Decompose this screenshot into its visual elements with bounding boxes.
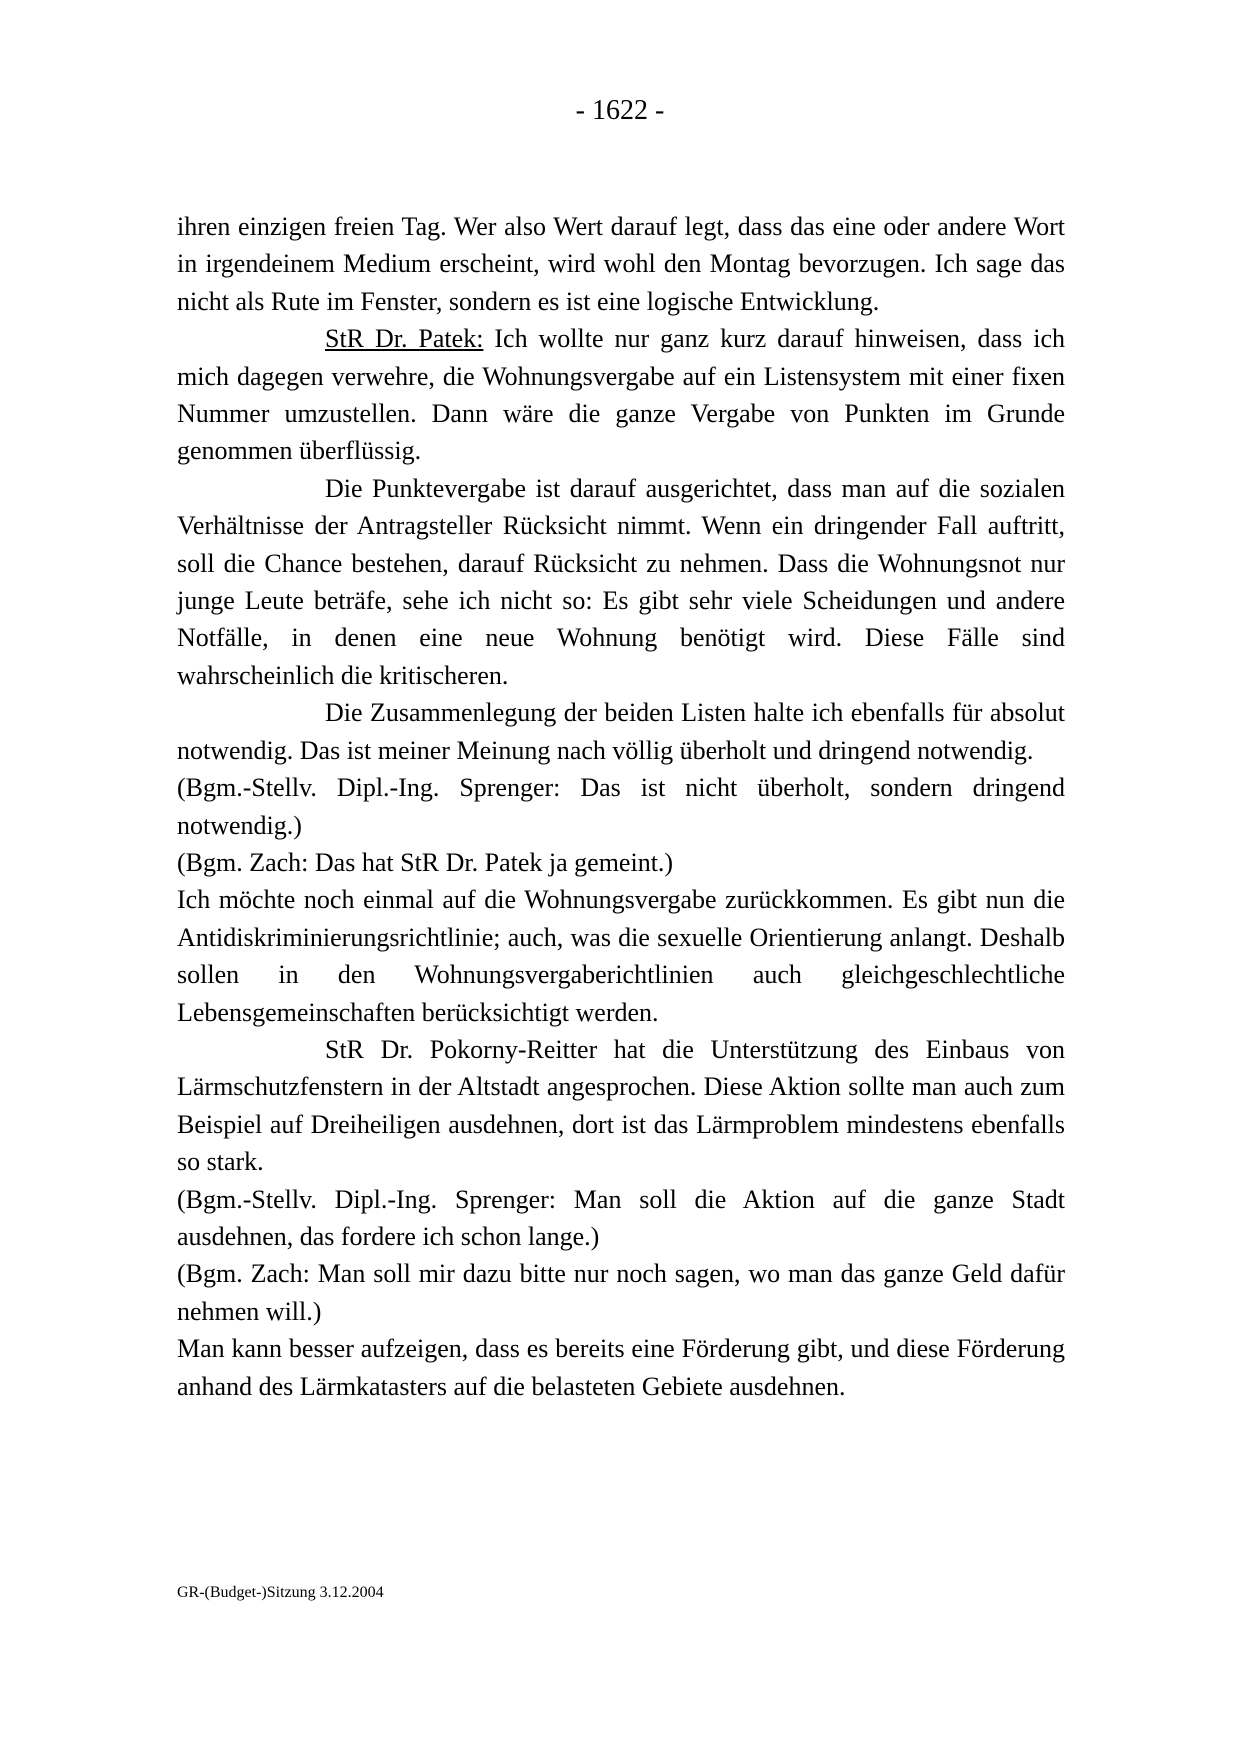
body-text bbox=[177, 208, 1065, 1405]
paragraph-11: Man kann besser aufzeigen, dass es bereits eine Förderung gibt, und diese Förderung anhand des Lärmkatasters auf die belasteten Gebiete ausdehnen. bbox=[177, 1334, 1065, 1401]
paragraph-4: Die Zusammenlegung der beiden Listen halte ich ebenfalls für absolut notwendig. Das ist meiner Meinung nach völlig überholt und dringend notwendig. bbox=[177, 698, 1065, 765]
paragraph-7: Ich möchte noch einmal auf die Wohnungsvergabe zurückkommen. Es gibt nun die Antidiskriminierungsrichtlinie; auch, was die sexuelle Orientierung anlangt. Deshalb sollen in den Wohnungsvergaberichtlinien auch gleichgeschlechtliche Lebensgemeinschaften berücksichtigt werden. bbox=[177, 885, 1065, 1027]
page-number: - 1622 - bbox=[575, 95, 665, 126]
paragraph-2 bbox=[177, 320, 1065, 470]
footer: GR-(Budget-)Sitzung 3.12.2004 bbox=[177, 1584, 384, 1601]
speaker-name: StR Dr. Patek: bbox=[325, 324, 484, 354]
interjection-2: (Bgm. Zach: Das hat StR Dr. Patek ja gemeint.) bbox=[177, 847, 674, 877]
paragraph-1: ihren einzigen freien Tag. Wer also Wert darauf legt, dass das eine oder andere Wort in irgendeinem Medium erscheint, wird wohl den Montag bevorzugen. Ich sage das nicht als Rute im Fenster, sondern es ist eine logische Entwicklung. bbox=[177, 212, 1065, 316]
interjection-3: (Bgm.-Stellv. Dipl.-Ing. Sprenger: Man soll die Aktion auf die ganze Stadt ausdehnen, das fordere ich schon lange.) bbox=[177, 1184, 1065, 1251]
interjection-1: (Bgm.-Stellv. Dipl.-Ing. Sprenger: Das ist nicht überholt, sondern dringend notwendig.) bbox=[177, 773, 1065, 840]
interjection-4: (Bgm. Zach: Man soll mir dazu bitte nur noch sagen, wo man das ganze Geld dafür nehmen will.) bbox=[177, 1259, 1065, 1326]
paragraph-2-text: Ich wollte nur ganz kurz darauf hinweisen, dass ich mich dagegen verwehre, die Wohnungsvergabe auf ein Listensystem mit einer fixen Nummer umzustellen. Dann wäre die ganze Vergabe von Punkten im Grunde genommen überflüssig. bbox=[177, 324, 1065, 466]
paragraph-3: Die Punktevergabe ist darauf ausgerichtet, dass man auf die sozialen Verhältnisse der Antragsteller Rücksicht nimmt. Wenn ein dringender Fall auftritt, soll die Chance bestehen, darauf Rücksicht zu nehmen. Dass die Wohnungsnot nur junge Leute beträfe, sehe ich nicht so: Es gibt sehr viele Scheidungen und andere Notfälle, in denen eine neue Wohnung benötigt wird. Diese Fälle sind wahrscheinlich die kritischeren. bbox=[177, 473, 1065, 690]
paragraph-8: StR Dr. Pokorny-Reitter hat die Unterstützung des Einbaus von Lärmschutzfenstern in der Altstadt angesprochen. Diese Aktion sollte man auch zum Beispiel auf Dreiheiligen ausdehnen, dort ist das Lärmproblem mindestens ebenfalls so stark. bbox=[177, 1034, 1065, 1177]
